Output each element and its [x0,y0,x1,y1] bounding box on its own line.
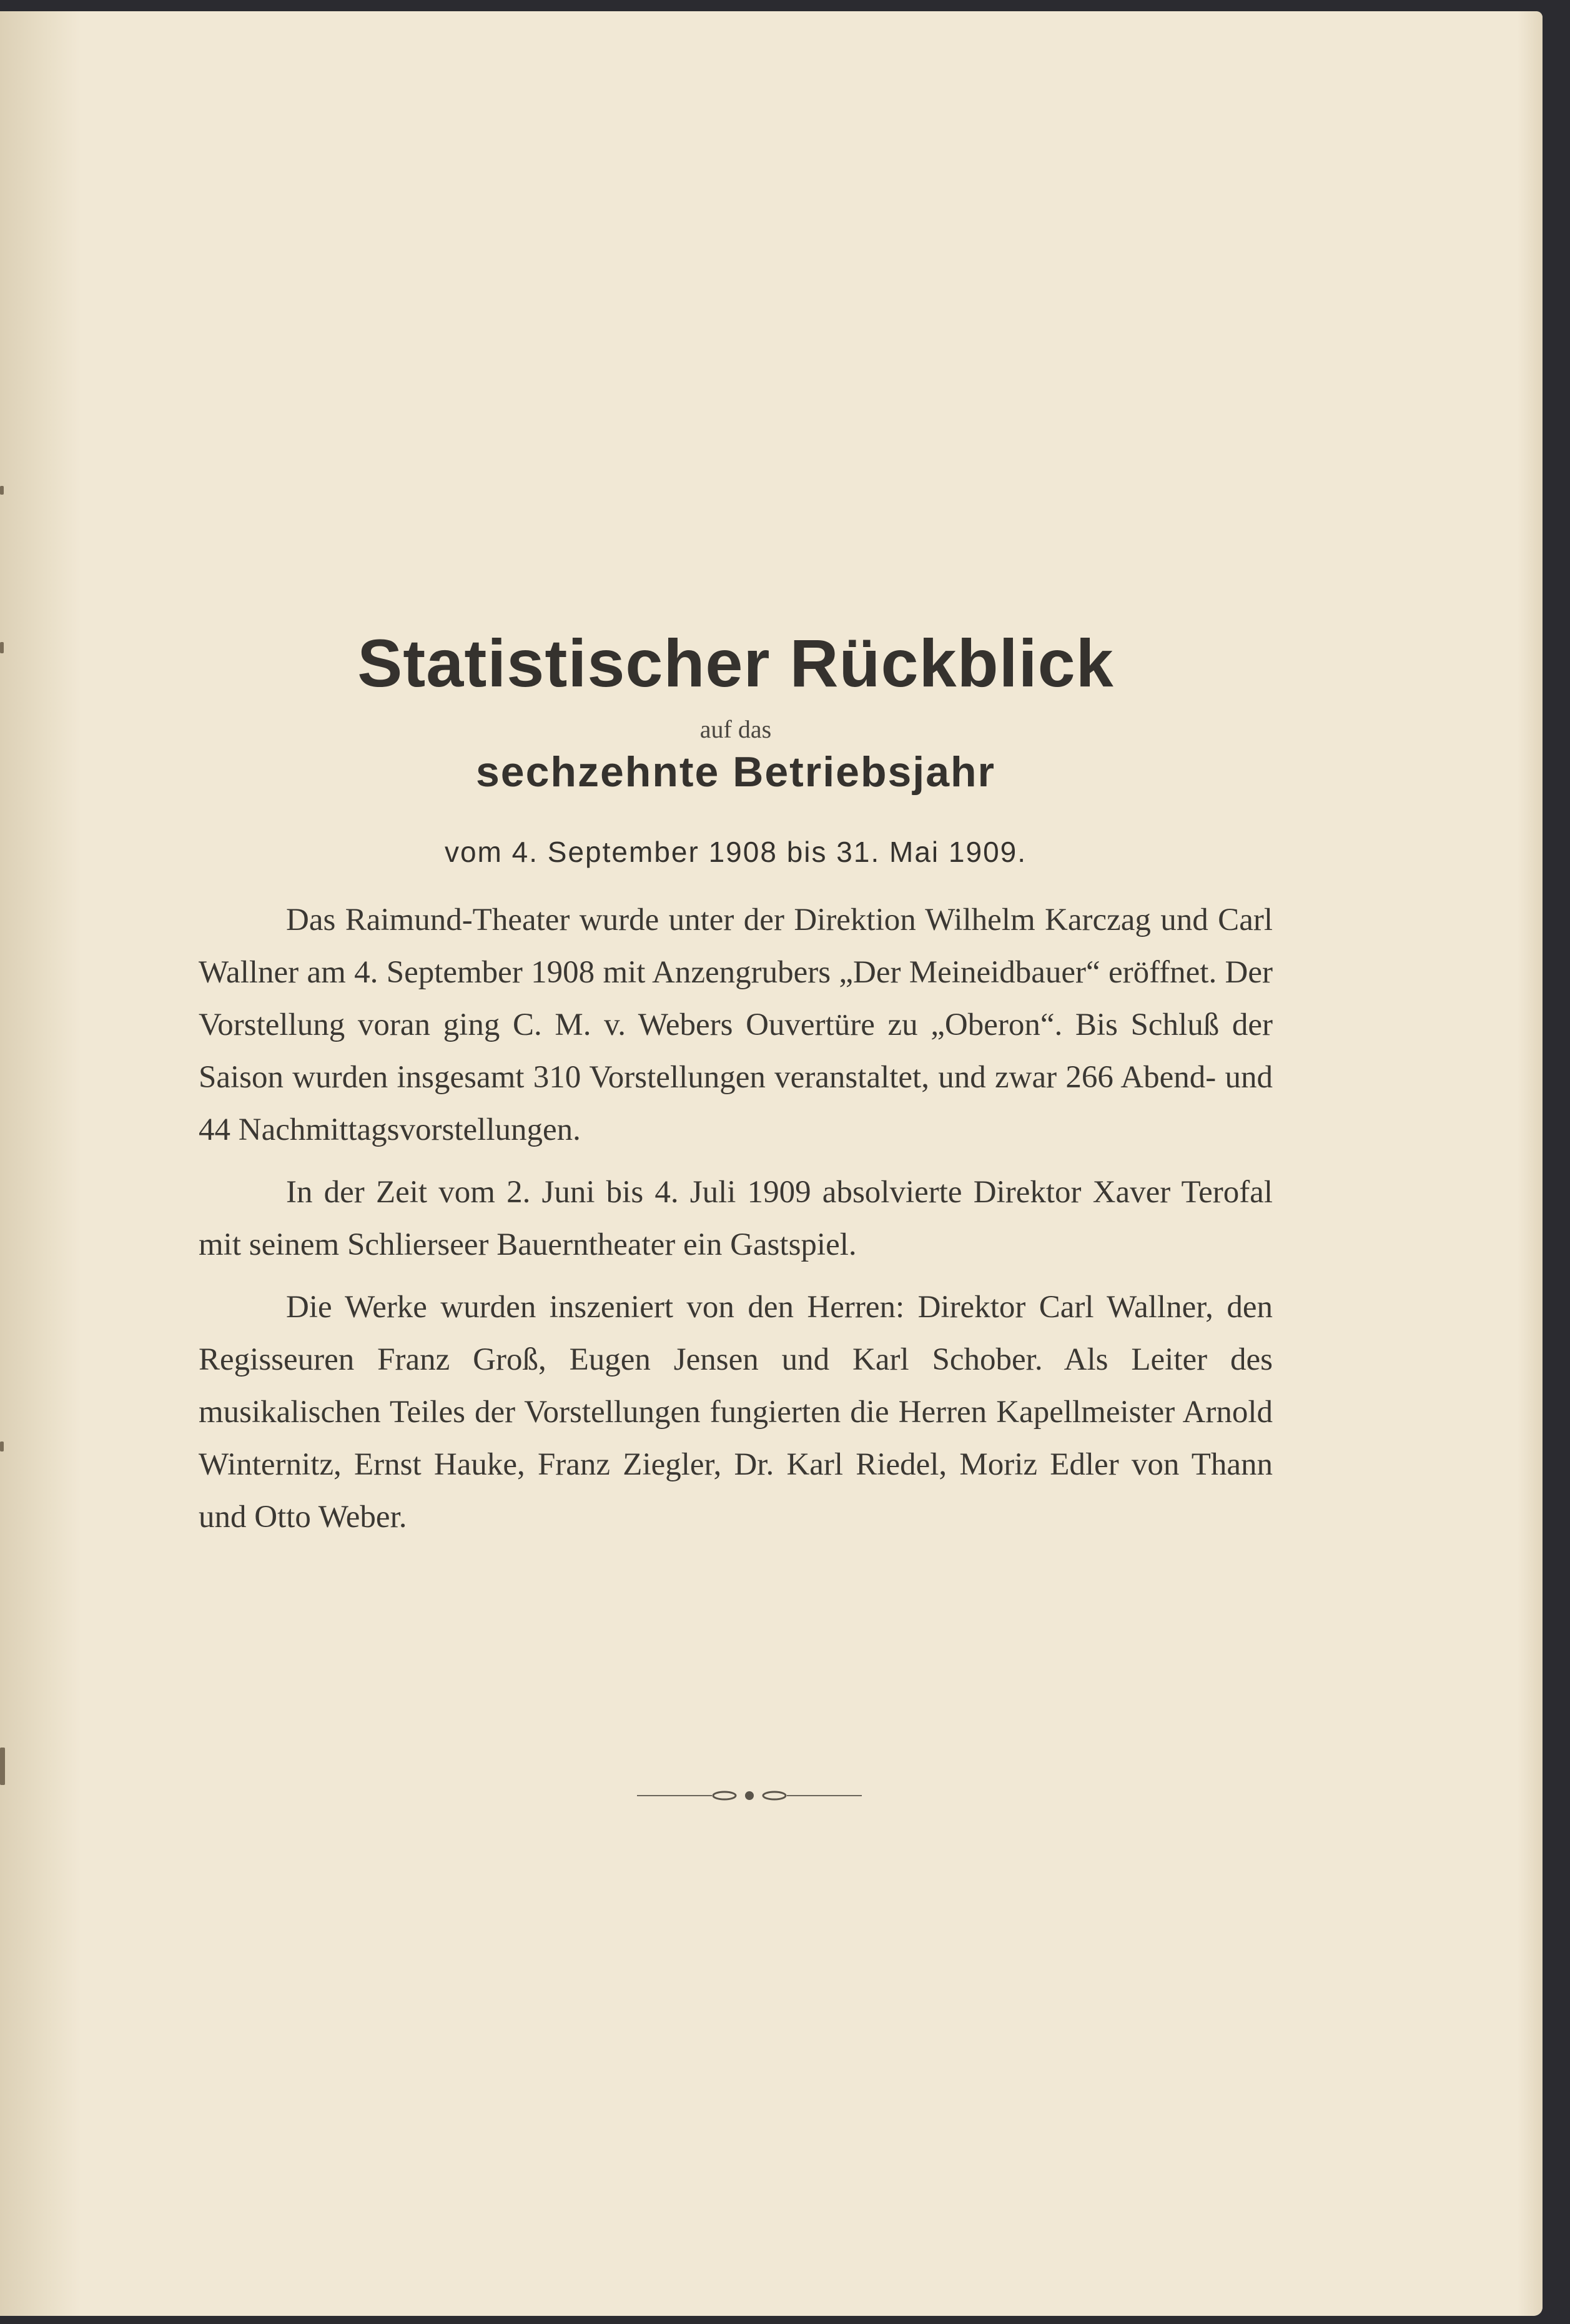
season-dates: vom 4. September 1908 bis 31. Mai 1909. [444,836,1027,868]
paragraph-opening: Das Raimund-Theater wurde unter der Direktion Wilhelm Karczag und Carl Wallner am 4. September 1908 mit Anzengrubers „Der Meineidbauer“ eröffnet. Der Vorstellung voran ging C. M. v. Webers Ouvertüre zu „Oberon“. Bis Schluß der Saison wurden insgesamt 310 Vorstellungen veranstaltet, und zwar 266 Abend- und 44 Nachmittagsvorstellungen. [199,902,1273,1147]
document-content [199,625,1273,1553]
title-preposition: auf das [699,715,772,743]
paragraph-guest-performance: In der Zeit vom 2. Juni bis 4. Juli 1909 absolvierte Direktor Xaver Terofal mit seinem Schlierseer Bauerntheater ein Gastspiel. [199,1175,1273,1262]
binding-mark [0,642,4,653]
document-subtitle: sechzehnte Betriebsjahr [475,748,996,796]
binding-mark [0,1748,5,1785]
document-title: Statistischer Rückblick [357,625,1114,701]
page-gutter [0,11,81,2316]
paragraph-directors: Die Werke wurden inszeniert von den Herren: Direktor Carl Wallner, den Regisseuren Franz Groß, Eugen Jensen und Karl Schober. Als Leiter des musikalischen Teiles der Vorstellungen fungierten die Herren Kapellmeister Arnold Winternitz, Ernst Hauke, Franz Ziegler, Dr. Karl Riedel, Moriz Edler von Thann und Otto Weber. [199,1290,1273,1535]
binding-mark [0,486,4,495]
document-page [0,11,1543,2316]
ornamental-divider-icon [637,1786,862,1805]
binding-mark [0,1441,4,1451]
page-edge [1518,11,1543,2316]
